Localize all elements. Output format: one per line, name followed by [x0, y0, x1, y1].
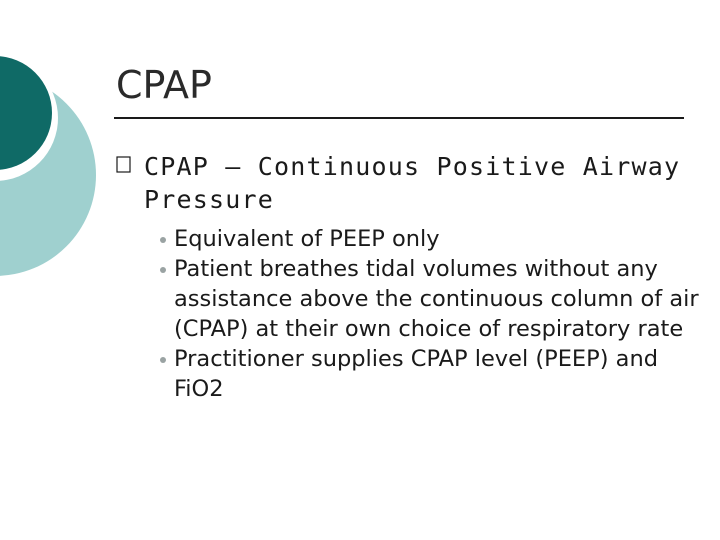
list-item [160, 224, 705, 254]
sub-bullet-text: Patient breathes tidal volumes without any assistance above the continuous column of air (CPAP) at their own choice of respiratory rate [174, 256, 699, 342]
dot-icon [160, 237, 166, 243]
hollow-square-icon [116, 154, 132, 174]
decorative-teal-circles [0, 0, 120, 300]
dot-icon [160, 357, 166, 363]
dot-icon [160, 267, 166, 273]
list-item [160, 344, 705, 404]
slide-title: CPAP [116, 63, 212, 107]
list-item [160, 254, 705, 344]
sub-bullet-text: Practitioner supplies CPAP level (PEEP) and FiO2 [174, 346, 658, 402]
title-divider [114, 117, 684, 119]
sub-bullet-text: Equivalent of PEEP only [174, 226, 440, 252]
main-bullet-text: CPAP – Continuous Positive Airway Pressure [144, 152, 681, 214]
sub-bullet-list [160, 224, 705, 404]
